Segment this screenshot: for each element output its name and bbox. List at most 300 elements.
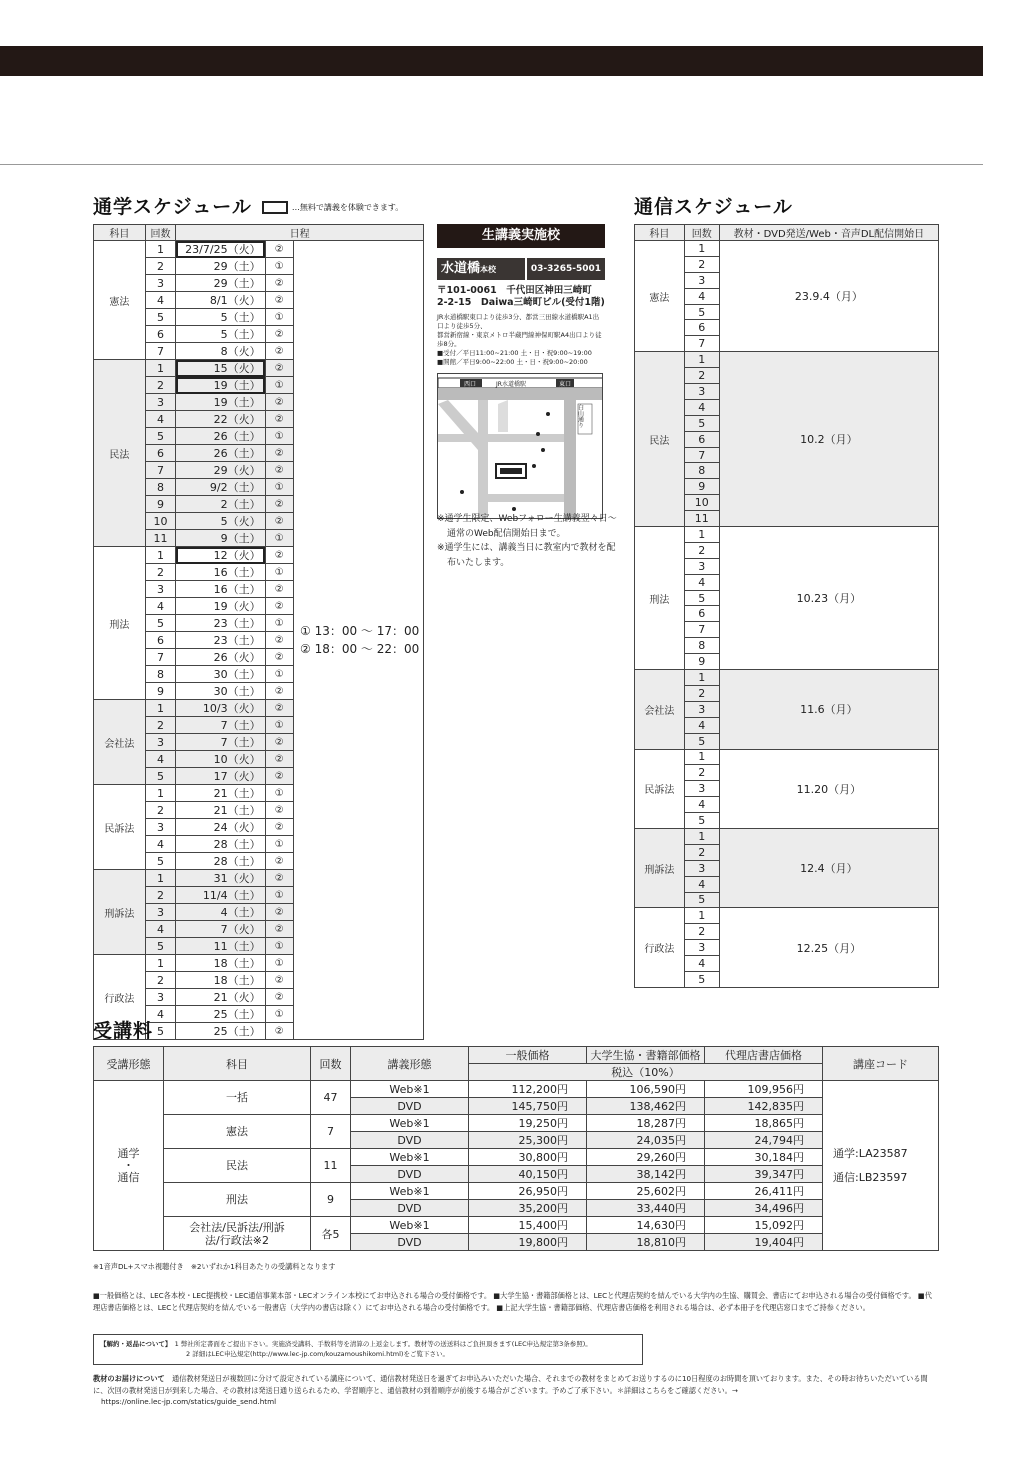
fee-price: 39,347円 xyxy=(705,1166,823,1183)
fee-price: 24,035円 xyxy=(587,1132,705,1149)
fee-header-subject: 科目 xyxy=(164,1047,311,1081)
schedule-count: 1 xyxy=(145,241,175,258)
schedule-slot: ② xyxy=(265,632,293,649)
fee-price: 19,800円 xyxy=(469,1234,587,1251)
fee-row xyxy=(94,1217,939,1234)
schedule-subject: 民法 xyxy=(94,360,146,547)
corr-count: 3 xyxy=(684,272,719,288)
schedule-count: 2 xyxy=(145,564,175,581)
schedule-date: 24（火） xyxy=(176,819,265,836)
schedule-count: 7 xyxy=(145,343,175,360)
schedule-notes xyxy=(437,512,617,570)
schedule-date: 5（火） xyxy=(176,513,265,530)
fee-count: 9 xyxy=(311,1183,351,1217)
fee-price: 15,400円 xyxy=(469,1217,587,1234)
time-slots xyxy=(294,241,424,1040)
corr-row xyxy=(635,352,939,368)
schedule-slot: ② xyxy=(265,904,293,921)
schedule-slot: ② xyxy=(265,394,293,411)
corr-row xyxy=(635,828,939,844)
corr-count: 2 xyxy=(684,844,719,860)
campus-access-line2: 都営新宿線・東京メトロ半蔵門線神保町駅A4出口より徒歩8分。 xyxy=(437,331,602,348)
schedule-slot: ② xyxy=(265,343,293,360)
corr-subject: 民訴法 xyxy=(635,749,685,828)
schedule-slot: ② xyxy=(265,700,293,717)
corr-count: 7 xyxy=(684,447,719,463)
campus-hours-reception: ■受付／平日11:00~21:00 土・日・祝9:00~19:00 xyxy=(437,349,592,357)
note-materials: ※通学生には、講義当日に教室内で教材を配布いたします。 xyxy=(437,543,616,568)
fee-header-form: 受講形態 xyxy=(94,1047,164,1081)
schedule-date: 28（土） xyxy=(176,853,265,870)
schedule-slot: ① xyxy=(265,836,293,853)
schedule-row xyxy=(94,241,424,258)
schedule-slot: ② xyxy=(265,275,293,292)
corr-count: 10 xyxy=(684,495,719,511)
corr-count: 8 xyxy=(684,463,719,479)
schedule-count: 2 xyxy=(145,802,175,819)
corr-count: 6 xyxy=(684,320,719,336)
schedule-date: 5（土） xyxy=(176,309,265,326)
fee-price: 145,750円 xyxy=(469,1098,587,1115)
fee-row xyxy=(94,1183,939,1200)
schedule-slot: ② xyxy=(265,598,293,615)
fee-subject: 一括 xyxy=(164,1081,311,1115)
schedule-count: 4 xyxy=(145,598,175,615)
corr-count: 1 xyxy=(684,527,719,543)
schedule-slot: ① xyxy=(265,258,293,275)
corr-count: 5 xyxy=(684,971,719,987)
schedule-date: 12（火） xyxy=(176,547,265,564)
schedule-count: 6 xyxy=(145,326,175,343)
schedule-count: 4 xyxy=(145,751,175,768)
fee-price: 18,810円 xyxy=(587,1234,705,1251)
schedule-subject: 憲法 xyxy=(94,241,146,360)
fee-code xyxy=(823,1081,939,1251)
corr-send-date: 10.2（月） xyxy=(719,352,938,527)
schedule-slot: ① xyxy=(265,666,293,683)
schedule-date: 16（土） xyxy=(176,581,265,598)
fee-form-part: 通学 xyxy=(117,1146,140,1160)
corr-count: 2 xyxy=(684,924,719,940)
schedule-count: 8 xyxy=(145,666,175,683)
corr-count: 5 xyxy=(684,590,719,606)
fee-price: 34,496円 xyxy=(705,1200,823,1217)
schedule-count: 1 xyxy=(145,870,175,887)
schedule-date: 2（土） xyxy=(176,496,265,513)
corr-count: 7 xyxy=(684,336,719,352)
schedule-slot: ① xyxy=(265,309,293,326)
fee-price: 19,250円 xyxy=(469,1115,587,1132)
cancel-policy-text1: 1 弊社所定書面をご提出下さい。実施済受講料、手数料等を清算の上返金します。教材等の送送料はご負担頂きます(LEC申込規定第3条参照)。 xyxy=(174,1340,592,1348)
note-web-follow: ※通学生限定、Webフォロー生講義翌々日～通常のWeb配信開始日まで。 xyxy=(437,514,617,539)
campus-tel: 03-3265-5001 xyxy=(525,258,605,280)
schedule-date: 23/7/25（火） xyxy=(176,241,265,258)
corr-count: 6 xyxy=(684,431,719,447)
delivery-text: 通信教材発送日が複数回に分けて設定されている講座について、通信教材発送日を過ぎてお申込みいただいた場合、それまでの教材をまとめてお送りするのに10日程度のお時間を頂いております。また、その時お待ちいただいている間に、次回の教材発送日が到来した場合、その教材は発送日通り送られるため、学習順序と、通信教材の到着順序が前後する場合がございます。予めご了承下さい。＊詳細はこちらをご確認ください。→ xyxy=(93,1374,928,1395)
schedule-count: 2 xyxy=(145,258,175,275)
schedule-count: 5 xyxy=(145,309,175,326)
fee-price: 142,835円 xyxy=(705,1098,823,1115)
corr-subject: 行政法 xyxy=(635,908,685,987)
corr-count: 5 xyxy=(684,733,719,749)
corr-send-date: 11.20（月） xyxy=(719,749,938,828)
schedule-slot: ② xyxy=(265,802,293,819)
corr-count: 6 xyxy=(684,606,719,622)
free-trial-legend-note: …無料で講義を体験できます。 xyxy=(291,203,404,212)
schedule-slot: ② xyxy=(265,513,293,530)
divider xyxy=(0,164,983,165)
corr-count: 5 xyxy=(684,813,719,829)
schedule-count: 9 xyxy=(145,683,175,700)
corr-schedule-table xyxy=(634,224,939,988)
free-trial-legend-box xyxy=(262,201,288,214)
fee-price: 24,794円 xyxy=(705,1132,823,1149)
schedule-count: 5 xyxy=(145,768,175,785)
header-bar xyxy=(0,46,983,76)
corr-count: 2 xyxy=(684,685,719,701)
schedule-date: 7（土） xyxy=(176,734,265,751)
schedule-slot: ② xyxy=(265,853,293,870)
schedule-date: 7（火） xyxy=(176,921,265,938)
corr-count: 4 xyxy=(684,797,719,813)
schedule-date: 26（土） xyxy=(176,445,265,462)
campus-address-line1: 〒101-0061 千代田区神田三崎町 xyxy=(437,285,592,296)
corr-count: 3 xyxy=(684,384,719,400)
schedule-slot: ① xyxy=(265,428,293,445)
schedule-slot: ② xyxy=(265,581,293,598)
fee-row xyxy=(94,1081,939,1098)
schedule-date: 21（土） xyxy=(176,785,265,802)
corr-row xyxy=(635,749,939,765)
schedule-date: 25（土） xyxy=(176,1023,265,1040)
corr-count: 5 xyxy=(684,415,719,431)
fee-kind: Web※1 xyxy=(351,1081,469,1098)
corr-count: 2 xyxy=(684,368,719,384)
schedule-count: 4 xyxy=(145,411,175,428)
fee-price: 18,865円 xyxy=(705,1115,823,1132)
corr-count: 1 xyxy=(684,352,719,368)
schedule-count: 6 xyxy=(145,445,175,462)
fee-count: 各5 xyxy=(311,1217,351,1251)
schedule-date: 30（土） xyxy=(176,666,265,683)
schedule-date: 10/3（火） xyxy=(176,700,265,717)
corr-count: 3 xyxy=(684,558,719,574)
fee-code-item: 通信:LB23597 xyxy=(833,1170,908,1184)
corr-count: 7 xyxy=(684,622,719,638)
schedule-date: 17（火） xyxy=(176,768,265,785)
schedule-title-text: 通学スケジュール xyxy=(93,196,252,218)
fee-kind: DVD xyxy=(351,1200,469,1217)
fee-header-code: 講座コード xyxy=(823,1047,939,1081)
fee-price: 33,440円 xyxy=(587,1200,705,1217)
schedule-count: 11 xyxy=(145,530,175,547)
schedule-count: 5 xyxy=(145,615,175,632)
schedule-count: 1 xyxy=(145,785,175,802)
corr-count: 2 xyxy=(684,542,719,558)
fee-price: 138,462円 xyxy=(587,1098,705,1115)
schedule-count: 5 xyxy=(145,1023,175,1040)
schedule-date: 28（土） xyxy=(176,836,265,853)
schedule-date: 18（土） xyxy=(176,972,265,989)
schedule-slot: ② xyxy=(265,972,293,989)
fee-code-item: 通学:LA23587 xyxy=(833,1146,908,1160)
schedule-slot: ② xyxy=(265,241,293,258)
schedule-table xyxy=(93,224,424,1040)
corr-row xyxy=(635,527,939,543)
campus-panel xyxy=(437,224,605,519)
schedule-slot: ① xyxy=(265,530,293,547)
schedule-date: 16（土） xyxy=(176,564,265,581)
schedule-date: 29（土） xyxy=(176,258,265,275)
schedule-count: 1 xyxy=(145,360,175,377)
corr-schedule-title: 通信スケジュール xyxy=(634,196,793,218)
schedule-slot: ② xyxy=(265,870,293,887)
fee-kind: Web※1 xyxy=(351,1149,469,1166)
schedule-slot: ① xyxy=(265,377,293,394)
schedule-slot: ② xyxy=(265,360,293,377)
fee-count: 7 xyxy=(311,1115,351,1149)
campus-access-line1: JR水道橋駅東口より徒歩3分、都営三田線水道橋駅A1出口より徒歩5分、 xyxy=(437,313,600,330)
schedule-title xyxy=(93,192,403,219)
fee-price: 35,200円 xyxy=(469,1200,587,1217)
corr-header-subject: 科目 xyxy=(635,225,685,241)
corr-send-date: 10.23（月） xyxy=(719,527,938,670)
fee-kind: Web※1 xyxy=(351,1217,469,1234)
schedule-subject: 民訴法 xyxy=(94,785,146,870)
corr-subject: 刑訴法 xyxy=(635,828,685,907)
corr-count: 9 xyxy=(684,479,719,495)
corr-row xyxy=(635,908,939,924)
corr-row xyxy=(635,670,939,686)
schedule-count: 4 xyxy=(145,1006,175,1023)
corr-header-send: 教材・DVD発送/Web・音声DL配信開始日 xyxy=(719,225,938,241)
corr-count: 3 xyxy=(684,860,719,876)
cancel-policy-text2: 2 詳細はLEC申込規定(http://www.lec-jp.com/kouzamoushikomi.html)をご覧下さい。 xyxy=(186,1350,449,1358)
fee-row xyxy=(94,1149,939,1166)
schedule-date: 15（火） xyxy=(176,360,265,377)
schedule-slot: ② xyxy=(265,751,293,768)
schedule-count: 6 xyxy=(145,632,175,649)
schedule-slot: ② xyxy=(265,326,293,343)
fee-price: 38,142円 xyxy=(587,1166,705,1183)
schedule-date: 10（火） xyxy=(176,751,265,768)
fee-header-count: 回数 xyxy=(311,1047,351,1081)
fee-count: 47 xyxy=(311,1081,351,1115)
schedule-slot: ② xyxy=(265,462,293,479)
delivery-label: 教材のお届けについて xyxy=(93,1374,165,1383)
schedule-count: 3 xyxy=(145,904,175,921)
time-slot: ② 18：00 ～ 22：00 xyxy=(300,642,420,656)
schedule-date: 26（火） xyxy=(176,649,265,666)
fee-price: 29,260円 xyxy=(587,1149,705,1166)
cancel-policy-box xyxy=(93,1334,643,1365)
schedule-date: 8/1（火） xyxy=(176,292,265,309)
corr-count: 1 xyxy=(684,828,719,844)
schedule-slot: ② xyxy=(265,989,293,1006)
fee-subject: 憲法 xyxy=(164,1115,311,1149)
schedule-date: 26（土） xyxy=(176,428,265,445)
fee-table xyxy=(93,1046,939,1251)
corr-count: 4 xyxy=(684,956,719,972)
campus-name xyxy=(437,258,525,280)
cancel-policy-line1 xyxy=(100,1339,636,1349)
schedule-count: 4 xyxy=(145,836,175,853)
schedule-date: 21（土） xyxy=(176,802,265,819)
fee-kind: DVD xyxy=(351,1166,469,1183)
schedule-slot: ② xyxy=(265,496,293,513)
schedule-count: 4 xyxy=(145,292,175,309)
schedule-slot: ① xyxy=(265,955,293,972)
fee-row xyxy=(94,1115,939,1132)
corr-send-date: 12.4（月） xyxy=(719,828,938,907)
campus-address xyxy=(437,285,605,309)
corr-subject: 憲法 xyxy=(635,241,685,352)
schedule-subject: 刑訴法 xyxy=(94,870,146,955)
fee-form-part: ・ xyxy=(123,1158,134,1172)
schedule-slot: ② xyxy=(265,411,293,428)
schedule-count: 3 xyxy=(145,989,175,1006)
schedule-count: 1 xyxy=(145,700,175,717)
schedule-count: 4 xyxy=(145,921,175,938)
schedule-date: 31（火） xyxy=(176,870,265,887)
schedule-subject: 会社法 xyxy=(94,700,146,785)
corr-count: 1 xyxy=(684,749,719,765)
map-station-label: JR水道橋駅 xyxy=(496,381,526,388)
campus-name-bar xyxy=(437,258,605,280)
schedule-slot: ① xyxy=(265,1006,293,1023)
fee-price: 18,287円 xyxy=(587,1115,705,1132)
fee-price: 30,800円 xyxy=(469,1149,587,1166)
schedule-count: 7 xyxy=(145,462,175,479)
corr-subject: 民法 xyxy=(635,352,685,527)
fee-price: 26,950円 xyxy=(469,1183,587,1200)
campus-map-graphic xyxy=(438,374,603,519)
schedule-date: 19（火） xyxy=(176,598,265,615)
fee-price: 25,300円 xyxy=(469,1132,587,1149)
schedule-slot: ② xyxy=(265,292,293,309)
fee-header-kind: 講義形態 xyxy=(351,1047,469,1081)
schedule-date: 11/4（土） xyxy=(176,887,265,904)
schedule-slot: ① xyxy=(265,717,293,734)
corr-count: 5 xyxy=(684,892,719,908)
schedule-count: 2 xyxy=(145,972,175,989)
schedule-count: 1 xyxy=(145,955,175,972)
fee-price: 19,404円 xyxy=(705,1234,823,1251)
fee-header-general: 一般価格 xyxy=(469,1047,587,1064)
schedule-slot: ② xyxy=(265,921,293,938)
schedule-date: 9（土） xyxy=(176,530,265,547)
fee-price: 109,956円 xyxy=(705,1081,823,1098)
fee-form xyxy=(94,1081,164,1251)
corr-count: 1 xyxy=(684,670,719,686)
corr-count: 5 xyxy=(684,304,719,320)
fee-price: 15,092円 xyxy=(705,1217,823,1234)
schedule-slot: ② xyxy=(265,547,293,564)
cancel-policy-label: 【解約・返品について】 xyxy=(100,1340,169,1348)
schedule-count: 3 xyxy=(145,394,175,411)
corr-subject: 会社法 xyxy=(635,670,685,749)
price-note: ■一般価格とは、LEC各本校・LEC提携校・LEC通信事業本部・LECオンライン本校にてお申込される場合の受付価格です。 ■大学生協・書籍部価格とは、LECと代理店契約を結んでいる大学内の生協、購買会、書店にてお申込される場合の受付価格です。 ■代理店書店価格とは、LECと代理店契約を結んでいる一般書店（大学内の書店は除く）にてお申込される場合の受付価格です。 ■上記大学生協・書籍部価格、代理店書店価格を利用される場合は、必ず本冊子を代理店窓口までご持参ください。 xyxy=(93,1291,932,1312)
schedule-slot: ② xyxy=(265,445,293,462)
fee-title: 受講料 xyxy=(93,1020,154,1042)
corr-count: 3 xyxy=(684,781,719,797)
map-east-exit-label: 東口 xyxy=(559,381,572,388)
fee-header-agent: 代理店書店価格 xyxy=(705,1047,823,1064)
fee-price: 106,590円 xyxy=(587,1081,705,1098)
corr-count: 2 xyxy=(684,256,719,272)
schedule-count: 3 xyxy=(145,819,175,836)
corr-count: 4 xyxy=(684,876,719,892)
schedule-date: 23（土） xyxy=(176,615,265,632)
schedule-date: 19（土） xyxy=(176,394,265,411)
fee-count: 11 xyxy=(311,1149,351,1183)
corr-count: 11 xyxy=(684,511,719,527)
campus-name-text: 水道橋 xyxy=(441,261,481,276)
fee-price: 25,602円 xyxy=(587,1183,705,1200)
schedule-count: 2 xyxy=(145,717,175,734)
fee-price: 26,411円 xyxy=(705,1183,823,1200)
schedule-slot: ② xyxy=(265,1023,293,1040)
corr-count: 8 xyxy=(684,638,719,654)
fee-price: 40,150円 xyxy=(469,1166,587,1183)
schedule-slot: ② xyxy=(265,768,293,785)
schedule-date: 9/2（土） xyxy=(176,479,265,496)
delivery-url[interactable]: https://online.lec-jp.com/statics/guide_send.html xyxy=(101,1397,277,1406)
fee-form-part: 通信 xyxy=(117,1170,140,1184)
schedule-count: 7 xyxy=(145,649,175,666)
corr-count: 4 xyxy=(684,399,719,415)
schedule-date: 29（火） xyxy=(176,462,265,479)
schedule-count: 1 xyxy=(145,547,175,564)
schedule-subject: 行政法 xyxy=(94,955,146,1040)
schedule-slot: ② xyxy=(265,819,293,836)
schedule-date: 29（土） xyxy=(176,275,265,292)
schedule-count: 8 xyxy=(145,479,175,496)
campus-hours-open: ■開館／平日9:00~22:00 土・日・祝9:00~20:00 xyxy=(437,358,588,366)
schedule-subject: 刑法 xyxy=(94,547,146,700)
schedule-date: 11（土） xyxy=(176,938,265,955)
corr-count: 3 xyxy=(684,940,719,956)
corr-count: 9 xyxy=(684,654,719,670)
campus-map xyxy=(437,373,603,519)
schedule-count: 3 xyxy=(145,275,175,292)
fee-subject: 刑法 xyxy=(164,1183,311,1217)
fee-header-univ: 大学生協・書籍部価格 xyxy=(587,1047,705,1064)
campus-name-suffix: 本校 xyxy=(480,265,497,274)
campus-header: 生講義実施校 xyxy=(437,224,605,248)
schedule-date: 4（土） xyxy=(176,904,265,921)
schedule-count: 5 xyxy=(145,428,175,445)
corr-count: 4 xyxy=(684,717,719,733)
fee-price: 30,184円 xyxy=(705,1149,823,1166)
fee-header-tax: 税込（10%） xyxy=(469,1064,823,1081)
schedule-date: 5（土） xyxy=(176,326,265,343)
schedule-slot: ① xyxy=(265,479,293,496)
schedule-date: 8（火） xyxy=(176,343,265,360)
schedule-date: 7（土） xyxy=(176,717,265,734)
schedule-count: 5 xyxy=(145,938,175,955)
fee-price: 112,200円 xyxy=(469,1081,587,1098)
schedule-count: 3 xyxy=(145,734,175,751)
fee-kind: DVD xyxy=(351,1234,469,1251)
schedule-count: 2 xyxy=(145,377,175,394)
schedule-date: 18（土） xyxy=(176,955,265,972)
fee-kind: Web※1 xyxy=(351,1183,469,1200)
campus-access xyxy=(437,313,605,367)
corr-count: 1 xyxy=(684,908,719,924)
time-slot: ① 13：00 ～ 17：00 xyxy=(300,624,420,638)
schedule-date: 19（土） xyxy=(176,377,265,394)
